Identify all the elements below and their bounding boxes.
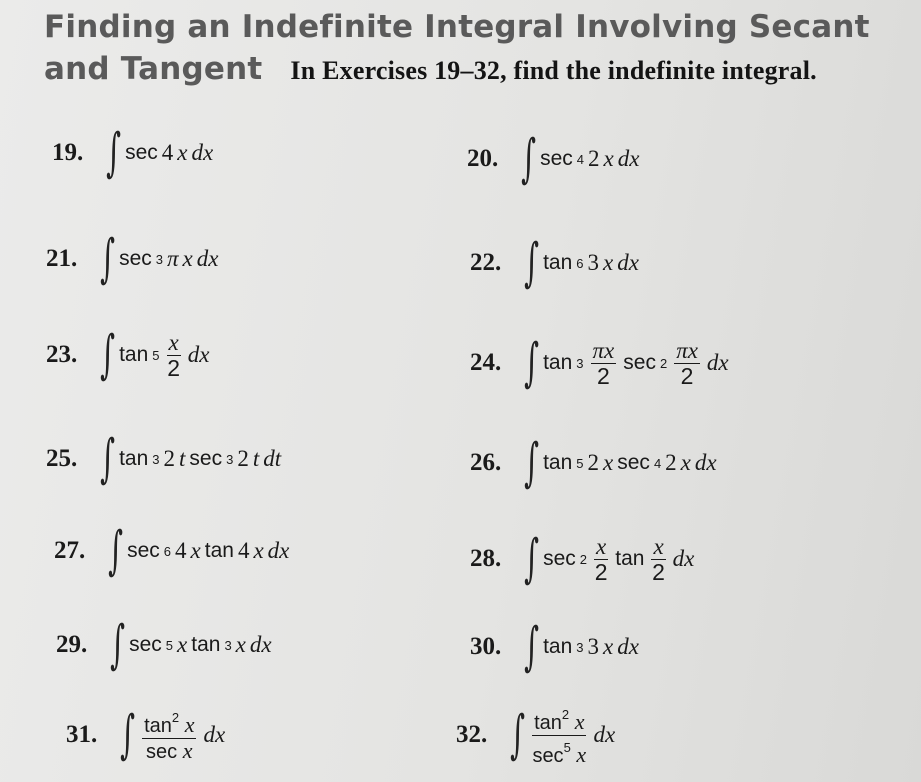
exercise-29 <box>56 610 272 680</box>
fraction: $\frac{\tan^2 x}{\text{sec x}}$ <box>142 706 196 764</box>
integral-sign: ∫ <box>524 529 539 589</box>
exercise-32 <box>456 700 615 770</box>
exercise-number: 24. <box>470 349 502 376</box>
fraction: $\frac{\pi x}{2}$ <box>592 337 615 389</box>
exercise-19 <box>52 118 213 188</box>
exercise-number: 28. <box>470 545 502 572</box>
exercise-30 <box>470 612 639 682</box>
integrand: tan 5 2 x sec 4 2 x dx <box>543 450 717 475</box>
integral-sign: ∫ <box>524 333 539 393</box>
section-heading: Finding an Indefinite Integral Involving Secant and Tangent <box>44 9 870 87</box>
integrand: tan 6 3 x dx <box>543 250 639 275</box>
exercise-number: 32. <box>456 721 488 748</box>
exercise-28 <box>470 524 694 594</box>
exercise-number: 31. <box>66 721 98 748</box>
fraction: $\frac{x}{2}$ <box>594 533 608 585</box>
exercise-number: 27. <box>54 537 86 564</box>
exercise-number: 26. <box>470 449 502 476</box>
integral-sign: ∫ <box>100 229 115 289</box>
exercise-number: 22. <box>470 249 502 276</box>
integrand: $\frac{\tan^2 x}{\text{sec x}}$ dx <box>139 706 225 764</box>
integrand: sec 4 2 x dx <box>540 146 640 171</box>
exercise-27 <box>54 516 289 586</box>
exercise-number: 25. <box>46 445 78 472</box>
integrand: sec 6 4 x tan 4 x dx <box>127 538 290 563</box>
integral-sign: ∫ <box>524 233 539 293</box>
integral-sign: ∫ <box>521 129 536 189</box>
exercise-number: 19. <box>52 139 84 166</box>
integral-sign: ∫ <box>106 123 121 183</box>
exercise-21 <box>46 224 218 294</box>
fraction: $\frac{x}{2}$ <box>167 329 181 381</box>
exercise-31 <box>66 700 225 770</box>
exercise-number: 20. <box>467 145 499 172</box>
exercise-number: 23. <box>46 341 78 368</box>
integrand: $\frac{\tan^2 x}{\sec^5 x}$ dx <box>529 703 615 768</box>
integrand: tan 3 3 x dx <box>543 634 639 659</box>
exercise-number: 21. <box>46 245 78 272</box>
integral-sign: ∫ <box>100 429 115 489</box>
integral-sign: ∫ <box>108 521 123 581</box>
exercise-24 <box>470 328 729 398</box>
exercise-20 <box>467 124 639 194</box>
section-instruction: In Exercises 19–32, find the indefinite integral. <box>290 56 817 85</box>
integrand: sec 2 $\frac{x}{2}$ tan $\frac{x}{2}$ dx <box>543 533 695 585</box>
exercise-number: 29. <box>56 631 88 658</box>
fraction: $\frac{\pi x}{2}$ <box>676 337 698 389</box>
integral-sign: ∫ <box>110 615 125 675</box>
integrand: sec 4 x dx <box>125 140 214 165</box>
integrand: tan 5 $\frac{x}{2}$ dx <box>119 329 210 381</box>
exercise-23 <box>46 320 209 390</box>
section-title <box>44 6 904 92</box>
integrand: tan 3 $\frac{\pi x}{2}$ sec 2 $\frac{\pi x}{2}$ dx <box>543 337 729 389</box>
integral-sign: ∫ <box>524 617 539 677</box>
integral-sign: ∫ <box>524 433 539 493</box>
integrand: tan 3 2 t sec 3 2 t dt <box>119 446 282 471</box>
integral-sign: ∫ <box>120 705 135 765</box>
integral-sign: ∫ <box>100 325 115 385</box>
exercise-25 <box>46 424 281 494</box>
exercise-22 <box>470 228 639 298</box>
integrand: sec 3 π x dx <box>119 246 219 271</box>
exercise-number: 30. <box>470 633 502 660</box>
integral-sign: ∫ <box>510 705 525 765</box>
integrand: sec 5 x tan 3 x dx <box>129 632 272 657</box>
fraction: $\frac{x}{2}$ <box>652 533 665 585</box>
fraction: $\frac{\tan^2 x}{\sec^5 x}$ <box>532 703 586 768</box>
exercise-26 <box>470 428 717 498</box>
